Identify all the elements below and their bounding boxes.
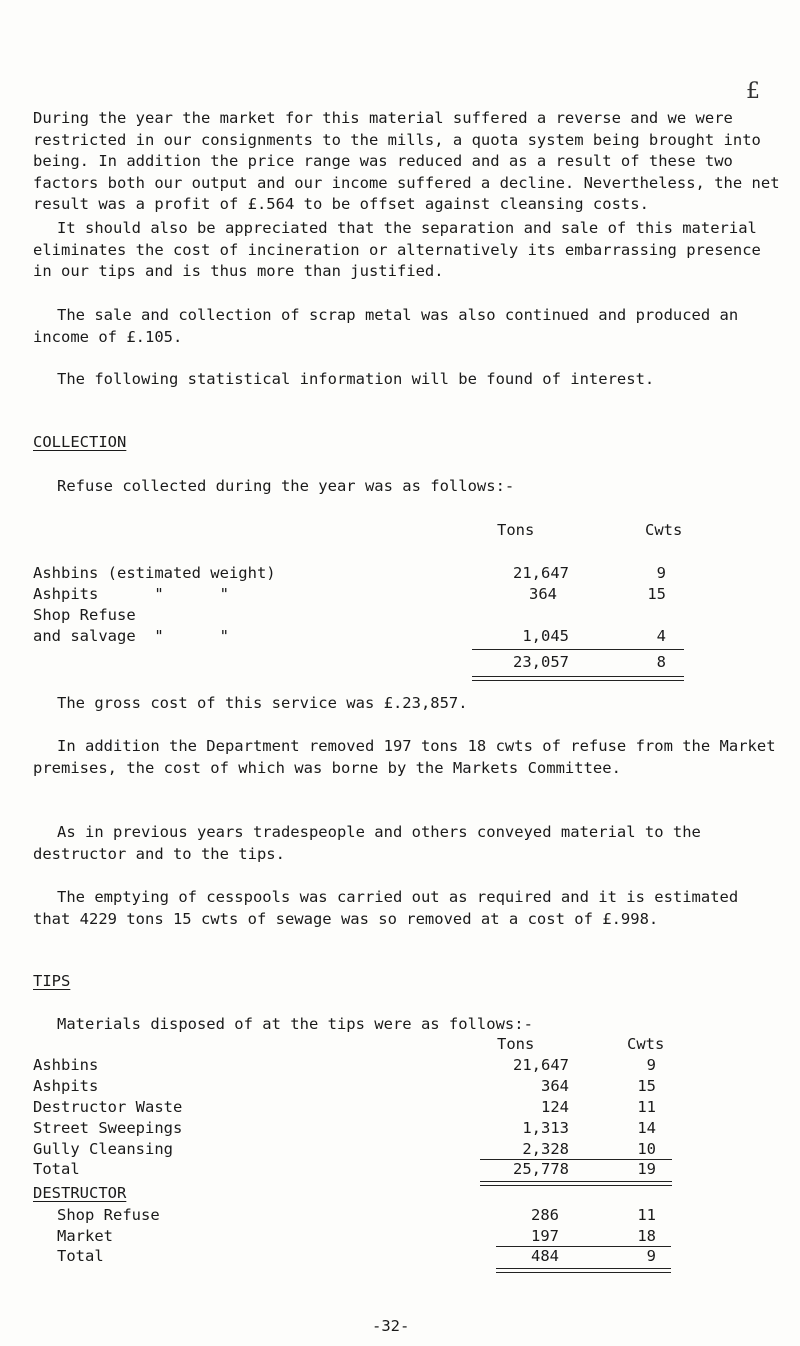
paragraph-market-reverse: During the year the market for this material suffered a reverse and we were restricted in our consignments to the mills, a quota system being brought into being. In addition the price range was reduced and as a result of these two factors both our output and our income suffered a decline. Nevertheless, the net result was a profit of £.564 to be offset against cleansing costs. (33, 109, 780, 213)
destructor-total-tons: 484 (531, 1247, 559, 1265)
collection-row-cwts: 9 (656, 564, 666, 582)
tips-col-tons: Tons (497, 1035, 535, 1053)
tips-row-tons: 21,647 (513, 1056, 569, 1074)
paragraph-statistics-intro: The following statistical information will be found of interest. (57, 370, 655, 388)
destructor-row-cwts: 11 (637, 1206, 656, 1224)
destructor-row-label: Shop Refuse (57, 1206, 160, 1224)
collection-total-rule (472, 676, 684, 681)
tips-row-label: Gully Cleansing (33, 1140, 173, 1158)
tips-row-tons: 364 (541, 1077, 569, 1095)
tips-row-tons: 1,313 (522, 1119, 569, 1137)
page-number: -32- (372, 1317, 410, 1335)
tips-row-label: Ashpits (33, 1077, 99, 1095)
tips-row-label: Destructor Waste (33, 1098, 183, 1116)
tips-row-cwts: 9 (646, 1056, 656, 1074)
destructor-heading: DESTRUCTOR (33, 1184, 127, 1202)
collection-col-cwts: Cwts (645, 521, 683, 539)
tips-row-cwts: 14 (637, 1119, 656, 1137)
collection-col-tons: Tons (497, 521, 535, 539)
collection-total-cwts: 8 (656, 653, 666, 671)
tips-col-cwts: Cwts (627, 1035, 665, 1053)
collection-row-tons: 364 (529, 585, 557, 603)
paragraph-tradespeople: As in previous years tradespeople and others conveyed material to the destructor and to the tips. (33, 823, 701, 863)
destructor-row-tons: 286 (531, 1206, 559, 1224)
destructor-total-rule (496, 1268, 671, 1273)
tips-intro: Materials disposed of at the tips were as follows:- (57, 1015, 533, 1033)
destructor-total-cwts: 9 (646, 1247, 656, 1265)
destructor-total-label: Total (57, 1247, 104, 1265)
collection-total-tons: 23,057 (513, 653, 569, 671)
gross-cost-line: The gross cost of this service was £.23,857. (57, 694, 468, 712)
tips-row-label: Street Sweepings (33, 1119, 183, 1137)
collection-row-label: Ashbins (estimated weight) (33, 564, 276, 582)
collection-row-tons: 1,045 (522, 627, 569, 645)
tips-total-label: Total (33, 1160, 80, 1178)
paragraph-market-removal: In addition the Department removed 197 tons 18 cwts of refuse from the Market premises, the cost of which was borne by the Markets Committee. (33, 737, 776, 777)
tips-row-cwts: 15 (637, 1077, 656, 1095)
collection-row-tons: 21,647 (513, 564, 569, 582)
corner-mark: £ (746, 79, 760, 104)
collection-heading: COLLECTION (33, 433, 127, 451)
tips-heading: TIPS (33, 972, 71, 990)
tips-total-rule (480, 1181, 672, 1186)
collection-subtotal-rule (472, 649, 684, 650)
collection-row-label: and salvage " " (33, 627, 229, 645)
collection-row-label: Ashpits " " (33, 585, 229, 603)
tips-row-cwts: 11 (637, 1098, 656, 1116)
destructor-row-tons: 197 (531, 1227, 559, 1245)
tips-row-tons: 124 (541, 1098, 569, 1116)
tips-total-cwts: 19 (637, 1160, 656, 1178)
collection-row-cwts: 15 (647, 585, 666, 603)
tips-row-label: Ashbins (33, 1056, 99, 1074)
paragraph-cesspools: The emptying of cesspools was carried out as required and it is estimated that 4229 tons 15 cwts of sewage was so removed at a cost of £.998. (33, 888, 739, 928)
destructor-row-label: Market (57, 1227, 113, 1245)
collection-intro: Refuse collected during the year was as follows:- (57, 477, 515, 495)
tips-row-cwts: 10 (637, 1140, 656, 1158)
paragraph-scrap-metal: The sale and collection of scrap metal was also continued and produced an income of £.105. (33, 306, 739, 346)
paragraph-separation: It should also be appreciated that the separation and sale of this material eliminates the cost of incineration or alternatively its embarrassing presence in our tips and is thus more than justified. (33, 219, 761, 280)
tips-row-tons: 2,328 (522, 1140, 569, 1158)
tips-total-tons: 25,778 (513, 1160, 569, 1178)
collection-row-label: Shop Refuse (33, 606, 136, 624)
collection-row-cwts: 4 (656, 627, 666, 645)
destructor-row-cwts: 18 (637, 1227, 656, 1245)
